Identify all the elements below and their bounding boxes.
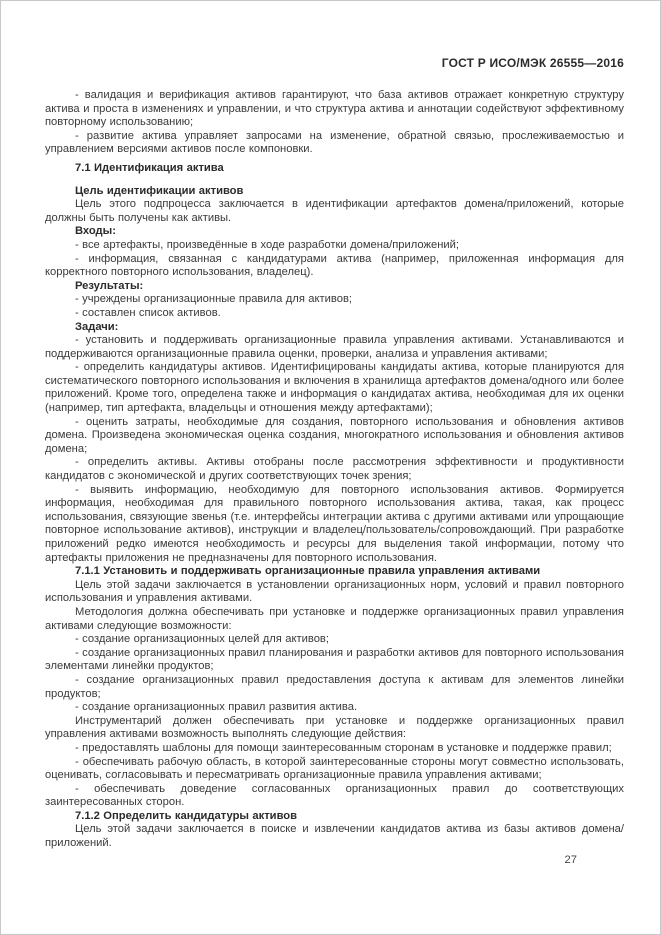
paragraph: Цель этой задачи заключается в поиске и извлечении кандидатов актива из базы активов домена/приложений. <box>45 823 624 850</box>
paragraph: - обеспечивать доведение согласованных организационных правил до соответствующих заинтересованных сторон. <box>45 782 624 809</box>
paragraph: - развитие актива управляет запросами на изменение, обратной связью, прослеживаемостью и управлением версиями активов после компоновки. <box>45 129 624 156</box>
paragraph: - обеспечивать рабочую область, в которой заинтересованные стороны могут совместно использовать, оценивать, согласовывать и пересматривать организационные правила управления активами; <box>45 755 624 782</box>
clause-heading-7-1-1: 7.1.1 Установить и поддерживать организационные правила управления активами <box>75 565 541 578</box>
paragraph: Цель этого подпроцесса заключается в идентификации артефактов домена/приложений, которые должны быть получены как активы. <box>45 198 624 224</box>
page-number: 27 <box>564 853 577 866</box>
paragraph: - установить и поддерживать организационные правила управления активами. Устанавливаются и поддерживаются организационные правила оценки, проверки, анализа и управления активами; <box>45 334 624 360</box>
paragraph: Методология должна обеспечивать при установке и поддержке организационных правил управления активами следующие возможности: <box>45 605 624 632</box>
paragraph: - выявить информацию, необходимую для повторного использования активов. Формируется информация, необходимая для правильного повторного использования актива, такая, как процесс использования, связующие звенья (т.е. интерфейсы интеграции актива с другими активами или упрощающие повторное использование активов), инструкции и владелец/пользователь/сопровождающий. При разработке приложений редко имеются необходимость и ресурсы для выделения такой информации, потому что артефакты приложения не предназначены для повторного использования. <box>45 483 624 564</box>
inline-heading-results: Результаты: <box>75 279 144 292</box>
subsection-heading-goal: Цель идентификации активов <box>75 184 244 197</box>
paragraph: - создание организационных правил развития актива. <box>75 701 358 714</box>
paragraph: - создание организационных правил предоставления доступа к активам для элементов линейки продуктов; <box>45 673 624 700</box>
paragraph: - создание организационных целей для активов; <box>75 633 329 646</box>
paragraph: - все артефакты, произведённые в ходе разработки домена/приложений; <box>75 238 460 251</box>
paragraph: - составлен список активов. <box>75 306 221 319</box>
clause-heading-7-1-2: 7.1.2 Определить кандидатуры активов <box>75 809 298 822</box>
inline-heading-inputs: Входы: <box>75 225 116 238</box>
paragraph: - учреждены организационные правила для активов; <box>75 293 353 306</box>
paragraph: - определить активы. Активы отобраны после рассмотрения эффективности и продуктивности кандидатов с экономической и других соответствующих точек зрения; <box>45 456 624 483</box>
paragraph: - информация, связанная с кандидатурами актива (например, приложенная информация для корректного повторного использования, владелец). <box>45 252 624 279</box>
paragraph: - определить кандидатуры активов. Идентифицированы кандидаты актива, которые планируются для систематического повторного использования и включения в хранилища артефактов домена/одного или более приложений. Кроме того, определена также и информация о кандидатах актива, необходимая для их оценки (например, тип артефакта, владельцы и отношения между артефактами); <box>45 361 624 415</box>
paragraph: Инструментарий должен обеспечивать при установке и поддержке организационных правил управления активами возможность выполнять следующие действия: <box>45 714 624 741</box>
paragraph: - валидация и верификация активов гарантируют, что база активов отражает конкретную структуру актива и проста в изменениях и управлении, и что структура актива и аннотации содействуют эффективному повторному использованию; <box>45 89 624 129</box>
paragraph: Цель этой задачи заключается в установлении организационных норм, условий и правил повторного использования и управления активами. <box>45 578 624 605</box>
paragraph: - создание организационных правил планирования и разработки активов для повторного использования элементами линейки продуктов; <box>45 646 624 673</box>
page-content <box>45 57 624 867</box>
paragraph: - оценить затраты, необходимые для создания, повторного использования и обновления активов домена. Произведена экономическая оценка создания, многократного использования и обновления активов домена; <box>45 415 624 455</box>
paragraph: - предоставлять шаблоны для помощи заинтересованным сторонам в установке и поддержке правил; <box>75 741 612 754</box>
running-header-standard-designation: ГОСТ Р ИСО/МЭК 26555—2016 <box>441 56 624 70</box>
inline-heading-tasks: Задачи: <box>75 320 119 333</box>
section-heading-7-1: 7.1 Идентификация актива <box>75 161 224 174</box>
